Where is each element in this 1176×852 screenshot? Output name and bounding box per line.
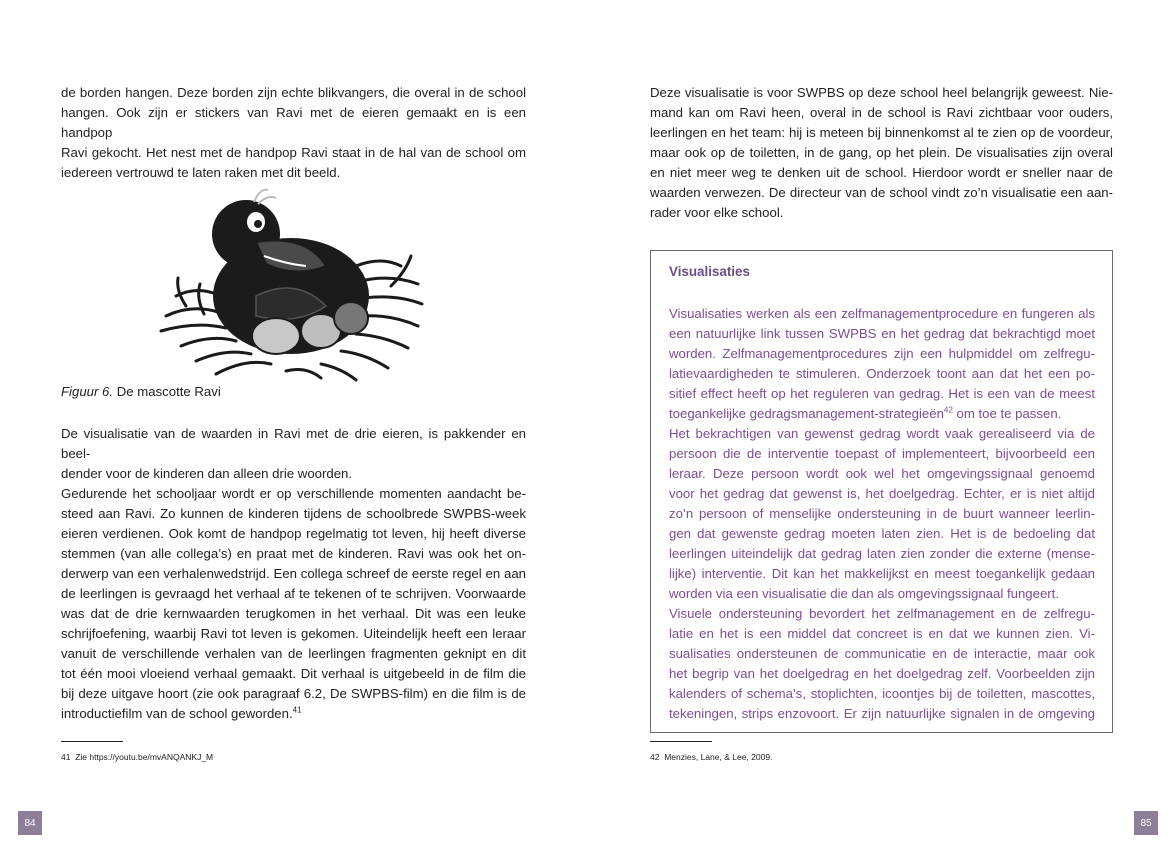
text-line: kalenders of schema’s, stoplichten, icoontjes bij de toiletten, mascottes, [669, 686, 1095, 701]
text-line: derwerp van een verhalenwedstrijd. Een collega schreef de eerste regel en aan [61, 566, 526, 581]
text-line: De visualisatie van de waarden in Ravi met de drie eieren, is pakkender en beel- [61, 426, 526, 461]
right-paragraph-1 [650, 83, 1113, 223]
text-line: maar ook op de toiletten, in de gang, op het plein. De visualisaties zijn overal [650, 145, 1113, 160]
text-line: schrijfoefening, waarbij Ravi tot leven is gekomen. Uiteindelijk heeft een leraar [61, 626, 526, 641]
text-line: Visuele ondersteuning bevordert het zelfmanagement en de zelfregu- [669, 606, 1095, 621]
text-line: een natuurlijke link tussen SWPBS en het gedrag dat bekrachtigd moet [669, 326, 1095, 341]
text-line: worden. Zelfmanagementprocedures zijn een hulpmiddel om zelfregu- [669, 346, 1095, 361]
page-number-text: 84 [24, 817, 36, 829]
footnote-divider-right [650, 741, 712, 742]
text-line: eieren verdienen. Ook komt de handpop regelmatig tot leven, hij heeft diverse [61, 526, 526, 541]
footnote-41 [61, 752, 213, 762]
text-line: de borden hangen. Deze borden zijn echte blikvangers, die overal in de school [61, 85, 526, 100]
footnote-42 [650, 752, 772, 762]
text-line: hangen. Ook zijn er stickers van Ravi met de eieren gemaakt en is een handpop [61, 105, 526, 140]
text-line: was dat de drie kernwaarden terugkomen in het verhaal. Dit was een leuke [61, 606, 526, 621]
box-title: Visualisaties [669, 264, 750, 279]
text-line: de leerlingen is gevraagd het verhaal af te tekenen of te schrijven. Voorwaarde [61, 586, 526, 601]
page-number-left [18, 811, 42, 835]
visualisaties-box [650, 250, 1113, 733]
text-line: gen dat gewenste gedrag moeten laten zien. Het is de bedoeling dat [669, 526, 1095, 541]
text-line: leraar. Deze persoon wordt ook wel het omgevingssignaal genoemd [669, 466, 1095, 481]
text-line: bij deze uitgave hoort (zie ook paragraaf 6.2, De SWPBS-film) en die film is de [61, 686, 526, 701]
page-number-right [1134, 811, 1158, 835]
text-line: Het bekrachtigen van gewenst gedrag wordt vaak gerealiseerd via de [669, 426, 1095, 441]
text-line: Visualisaties werken als een zelfmanagementprocedure en fungeren als [669, 306, 1095, 321]
text-line-content: toegankelijke gedragsmanagement-strategieën [669, 406, 944, 421]
text-line: waarden verwezen. De directeur van de school vindt zo’n visualisatie een aan- [650, 185, 1113, 200]
left-paragraph-2 [61, 424, 526, 484]
text-line: leerlingen uiteindelijk dat gedrag laten zien zonder die externe (mense- [669, 546, 1095, 561]
figure-label: Figuur 6. [61, 384, 114, 399]
text-line: Gedurende het schooljaar wordt er op verschillende momenten aandacht be- [61, 486, 526, 501]
text-line: Deze visualisatie is voor SWPBS op deze school heel belangrijk geweest. Nie- [650, 85, 1113, 100]
figure-caption [61, 384, 221, 399]
text-line: leerlingen en het team: hij is meteen bij binnenkomst al te zien op de voordeur, [650, 125, 1113, 140]
text-line: vanuit de verschillende verhalen van de leerlingen fragmenten geknipt en dit [61, 646, 526, 661]
footnote-number: 42 [650, 752, 660, 762]
raven-mascot-illustration [156, 186, 426, 382]
text-line: rader voor elke school. [650, 205, 784, 220]
text-line: het begrip van het doelgedrag en het doelgedrag zelf. Voorbeelden zijn [669, 666, 1095, 681]
text-line: stemmen (van alle collega’s) en praat met de kinderen. Ravi was ook het on- [61, 546, 526, 561]
text-line: lijke) interventie. Dit kan het makkelijkst en meest toegankelijk gedaan [669, 566, 1095, 581]
text-line: voor het gedrag dat gewenst is, het doelgedrag. Echter, er is niet altijd [669, 486, 1095, 501]
box-text [669, 304, 1095, 724]
text-line: iedereen vertrouwd te laten raken met dit beeld. [61, 165, 341, 180]
text-line: tekeningen, strips enzovoort. Er zijn natuurlijke signalen in de omgeving [669, 706, 1095, 721]
text-line: tot één mooi vloeiend verhaal gemaakt. Dit verhaal is uitgebeeld in de film die [61, 666, 526, 681]
text-line: latie en het is een middel dat concreet is en dat we kunnen zien. Vi- [669, 626, 1095, 641]
footnote-text[interactable]: Zie https://youtu.be/mvANQANKJ_M [75, 752, 214, 762]
text-line: mand kan om Ravi heen, overal in de school is Ravi zichtbaar voor ouders, [650, 105, 1113, 120]
footnote-ref[interactable]: 41 [292, 705, 302, 715]
text-line: Ravi gekocht. Het nest met de handpop Ravi staat in de hal van de school om [61, 145, 526, 160]
text-line: persoon die de interventie toepast of implementeert, bijvoorbeeld een [669, 446, 1095, 461]
text-line: worden via een visualisatie die dan als omgevingssignaal fungeert. [669, 586, 1060, 601]
footnote-divider [61, 741, 123, 742]
footnote-ref[interactable]: 42 [943, 405, 953, 415]
text-line: dender voor de kinderen dan alleen drie woorden. [61, 466, 353, 481]
text-line [61, 704, 526, 724]
footnote-text: Menzies, Lane, & Lee, 2009. [664, 752, 773, 762]
text-line-content: om toe te passen. [952, 406, 1062, 421]
footnote-number: 41 [61, 752, 71, 762]
left-paragraph-1 [61, 83, 526, 183]
text-line-content: introductiefilm van de school geworden. [61, 706, 293, 721]
left-paragraph-3 [61, 484, 526, 724]
page-number-text: 85 [1140, 817, 1152, 829]
figure-caption-text: De mascotte Ravi [116, 384, 221, 399]
text-line: sitief effect heeft op het reguleren van gedrag. Het is een van de meest [669, 386, 1095, 401]
text-line: zo’n persoon of menselijke ondersteuning in de buurt wanneer leerlin- [669, 506, 1095, 521]
text-line [669, 404, 1095, 424]
text-line: sualisaties ondersteunen de communicatie en de interactie, maar ook [669, 646, 1095, 661]
text-line: steed aan Ravi. Zo kunnen de kinderen tijdens de schoolbrede SWPBS-week [61, 506, 526, 521]
text-line: latievaardigheden te stimuleren. Onderzoek toont aan dat het een po- [669, 366, 1095, 381]
text-line: en niet meer weg te denken uit de school. Hierdoor wordt er sneller naar de [650, 165, 1113, 180]
